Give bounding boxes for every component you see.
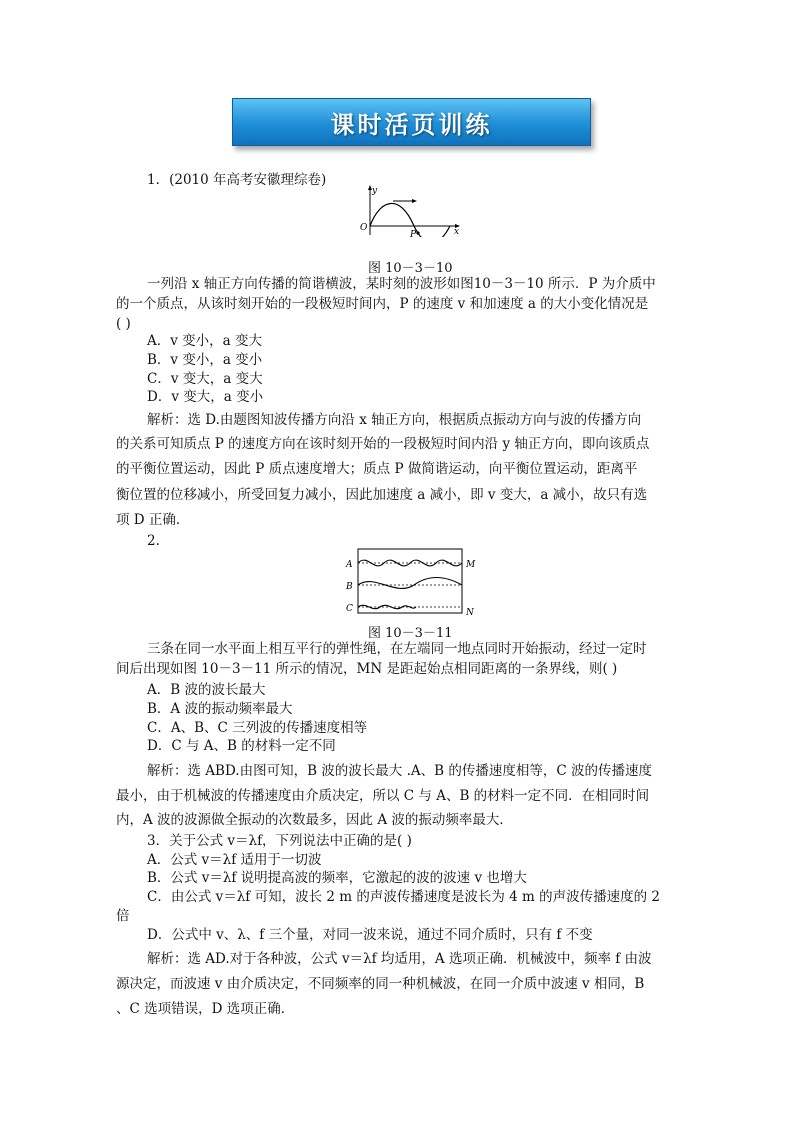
q2-stem-line: 三条在同一水平面上相互平行的弹性绳，在左端同一地点同时开始振动，经过一定时 (147, 641, 647, 657)
q3-option: C．由公式 v＝λf 可知，波长 2 m 的声波传播速度是波长为 4 m 的声波传播速度的 2 (147, 889, 660, 905)
point-p (416, 231, 419, 234)
section-banner (232, 98, 591, 146)
q1-wave-figure (358, 185, 464, 237)
q2-figure-caption: 图 10－3－11 (368, 626, 453, 641)
q1-analysis-line: 项 D 正确． (116, 512, 190, 528)
fig2-label-c: C (346, 604, 353, 614)
q1-figure-caption: 图 10－3－10 (368, 261, 453, 276)
fig1-x-label: x (454, 227, 460, 237)
q1-stem-line: 的一个质点，从该时刻开始的一段极短时间内，P 的速度 v 和加速度 a 的大小变化情况是 (116, 296, 649, 312)
rope-b-wave (358, 578, 462, 589)
fig2-label-b: B (346, 582, 353, 592)
q2-option: D．C 与 A、B 的材料一定不同 (147, 738, 336, 754)
banner-title: 课时活页训练 (330, 110, 493, 139)
fig1-p-label: P (410, 230, 417, 237)
q2-analysis-line: 解析：选 ABD.由图可知，B 波的波长最大 .A、B 的传播速度相等，C 波的传播速度 (147, 763, 652, 779)
q3-option: A．公式 v＝λf 适用于一切波 (147, 852, 322, 868)
fig2-label-n: N (466, 608, 474, 618)
q1-option: C．v 变大，a 变大 (147, 371, 263, 387)
q1-stem-line: 一列沿 x 轴正方向传播的简谐横波，某时刻的波形如图10－3－10 所示．P 为介质中 (147, 276, 656, 292)
q3-option-continuation: 倍 (116, 908, 130, 924)
q1-option: D．v 变大，a 变小 (147, 389, 264, 405)
q3-option: B．公式 v＝λf 说明提高波的频率，它激起的波的波速 v 也增大 (147, 870, 527, 886)
q2-option: B．A 波的振动频率最大 (147, 701, 293, 717)
q1-stem-line: ( ) (116, 316, 131, 332)
q1-option: B．v 变小，a 变小 (147, 352, 263, 368)
q3-header: 3．关于公式 v＝λf，下列说法中正确的是( ) (147, 833, 412, 849)
q2-analysis-line: 最小，由于机械波的传播速度由介质决定，所以 C 与 A、B 的材料一定不同．在相同时间 (116, 788, 650, 804)
q1-analysis-line: 的平衡位置运动，因此 P 质点速度增大；质点 P 做简谐运动，向平衡位置运动，距离平 (116, 461, 638, 477)
q1-analysis-line: 的关系可知质点 P 的速度方向在该时刻开始的一段极短时间内沿 y 轴正方向，即向该质点 (116, 436, 650, 452)
q2-rope-figure (344, 545, 480, 621)
q3-option: D．公式中 v、λ、f 三个量，对同一波来说，通过不同介质时，只有 f 不变 (147, 927, 593, 943)
boundary-frame (358, 549, 462, 613)
fig1-y-label: y (372, 186, 378, 196)
q2-option: A．B 波的波长最大 (147, 682, 266, 698)
q3-analysis-line: 源决定，而波速 v 由介质决定，不同频率的同一种机械波，在同一介质中波速 v 相同，B (116, 976, 645, 992)
q2-header: 2. (147, 533, 160, 549)
fig1-origin-label: O (360, 223, 368, 233)
fig2-label-m: M (466, 560, 476, 570)
q2-analysis-line: 内，A 波的波源做全振动的次数最多，因此 A 波的振动频率最大． (116, 812, 513, 828)
q1-option: A．v 变小，a 变大 (147, 333, 263, 349)
q3-analysis-line: 、C 选项错误，D 选项正确． (116, 1001, 295, 1017)
q3-analysis-line: 解析：选 AD.对于各种波，公式 v＝λf 均适用，A 选项正确．机械波中，频率 f 由波 (147, 951, 652, 967)
fig2-label-a: A (346, 560, 353, 570)
q1-header: 1．(2010 年高考安徽理综卷) (147, 172, 327, 188)
q2-option: C．A、B、C 三列波的传播速度相等 (147, 720, 368, 736)
q1-analysis-line: 衡位置的位移减小，所受回复力减小，因此加速度 a 减小，即 v 变大，a 减小，故只有选 (116, 487, 648, 503)
q2-stem-line: 间后出现如图 10－3－11 所示的情况，MN 是距起始点相同距离的一条界线，则( ) (116, 661, 618, 677)
q1-analysis-line: 解析：选 D.由题图知波传播方向沿 x 轴正方向，根据质点振动方向与波的传播方向 (147, 412, 642, 428)
